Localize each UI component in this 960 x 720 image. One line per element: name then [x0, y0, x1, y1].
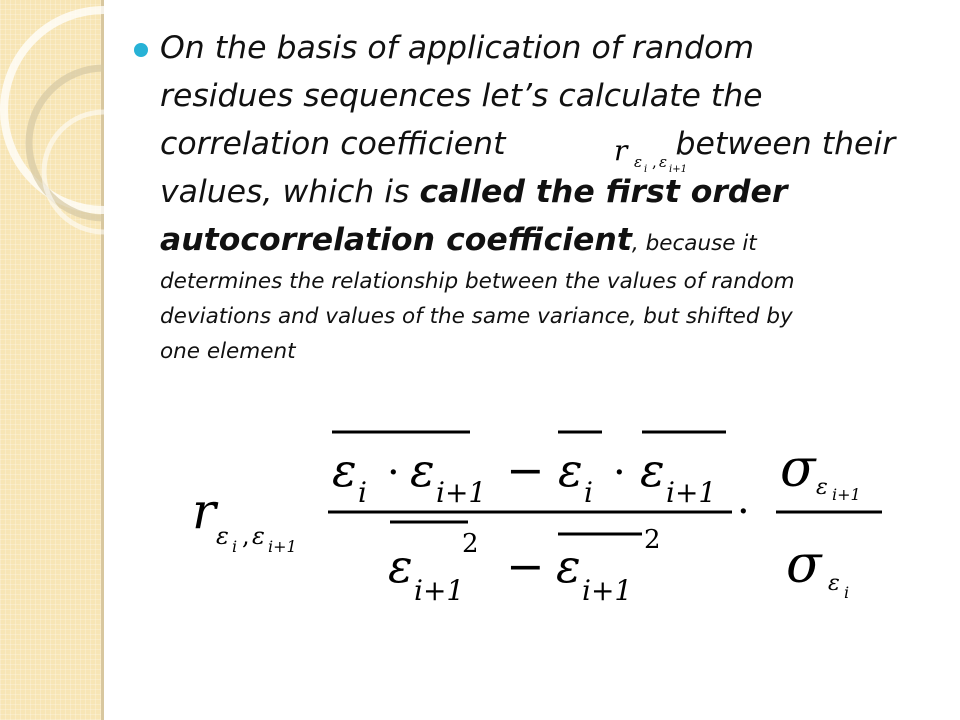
svg-text:i+1: i+1 — [669, 164, 687, 175]
svg-text:·: · — [387, 450, 400, 496]
svg-text:i+1: i+1 — [268, 537, 297, 556]
text-line-3 — [160, 120, 930, 168]
svg-text:ε: ε — [410, 443, 435, 497]
strip-circle-decoration — [0, 0, 104, 720]
text-line-4-bold: called the first order — [419, 174, 788, 210]
formula-sigma-ratio — [776, 439, 882, 602]
text-line-3-end: between their — [675, 126, 896, 162]
svg-text:,: , — [652, 153, 657, 171]
text-line-3-start: correlation coefficient — [160, 126, 506, 162]
svg-text:σ: σ — [780, 439, 816, 499]
text-line-6: determines the relationship between the values of random — [160, 269, 795, 294]
formula-multiply-dot: · — [737, 489, 750, 535]
svg-text:ε: ε — [816, 475, 828, 500]
svg-text:−: − — [506, 443, 545, 497]
svg-text:ε: ε — [332, 443, 357, 497]
autocorrelation-formula — [180, 410, 920, 620]
bullet-dot-icon — [134, 43, 148, 57]
svg-text:−: − — [506, 539, 545, 593]
svg-text:ε: ε — [558, 443, 583, 497]
svg-text:i: i — [844, 583, 850, 602]
formula-denominator — [388, 522, 661, 607]
text-line-5 — [160, 216, 930, 264]
svg-text:ε: ε — [388, 539, 413, 593]
formula-lhs — [192, 482, 297, 556]
inline-coefficient-symbol — [612, 134, 712, 184]
svg-text:i: i — [358, 476, 367, 509]
svg-text:i+1: i+1 — [414, 574, 465, 607]
bullet-item — [160, 24, 930, 369]
svg-text:r: r — [614, 134, 628, 167]
svg-text:i+1: i+1 — [832, 485, 861, 504]
term-highlight: autocorrelation coefficient — [160, 222, 632, 258]
text-line-8: one element — [160, 339, 296, 364]
svg-text:ε: ε — [556, 539, 581, 593]
svg-text:i: i — [584, 476, 593, 509]
text-line-4 — [160, 168, 930, 216]
svg-text:2: 2 — [644, 525, 661, 555]
svg-text:i+1: i+1 — [582, 574, 633, 607]
svg-text:i: i — [644, 164, 648, 175]
svg-text:i+1: i+1 — [436, 476, 487, 509]
text-line-4-normal: values, which is — [160, 174, 420, 210]
svg-text:σ: σ — [786, 535, 822, 595]
left-decorative-strip — [0, 0, 104, 720]
svg-text:ε: ε — [640, 443, 665, 497]
svg-text:ε: ε — [828, 571, 840, 596]
svg-text:r: r — [192, 482, 216, 540]
text-line-5-small: , because it — [631, 231, 757, 256]
formula-numerator — [332, 432, 726, 509]
svg-text:2: 2 — [462, 529, 479, 559]
text-line-1: On the basis of application of random — [160, 30, 755, 66]
svg-text:i+1: i+1 — [666, 476, 717, 509]
text-line-7: deviations and values of the same variance, but shifted by — [160, 304, 793, 329]
svg-text:ε: ε — [634, 153, 643, 171]
svg-text:ε: ε — [659, 153, 668, 171]
svg-text:,: , — [242, 522, 250, 550]
svg-text:ε: ε — [252, 522, 265, 550]
bullet-text — [160, 24, 930, 369]
text-line-2: residues sequences let’s calculate the — [160, 78, 763, 114]
svg-text:i: i — [232, 537, 238, 556]
svg-text:·: · — [613, 450, 626, 496]
svg-text:ε: ε — [216, 522, 229, 550]
